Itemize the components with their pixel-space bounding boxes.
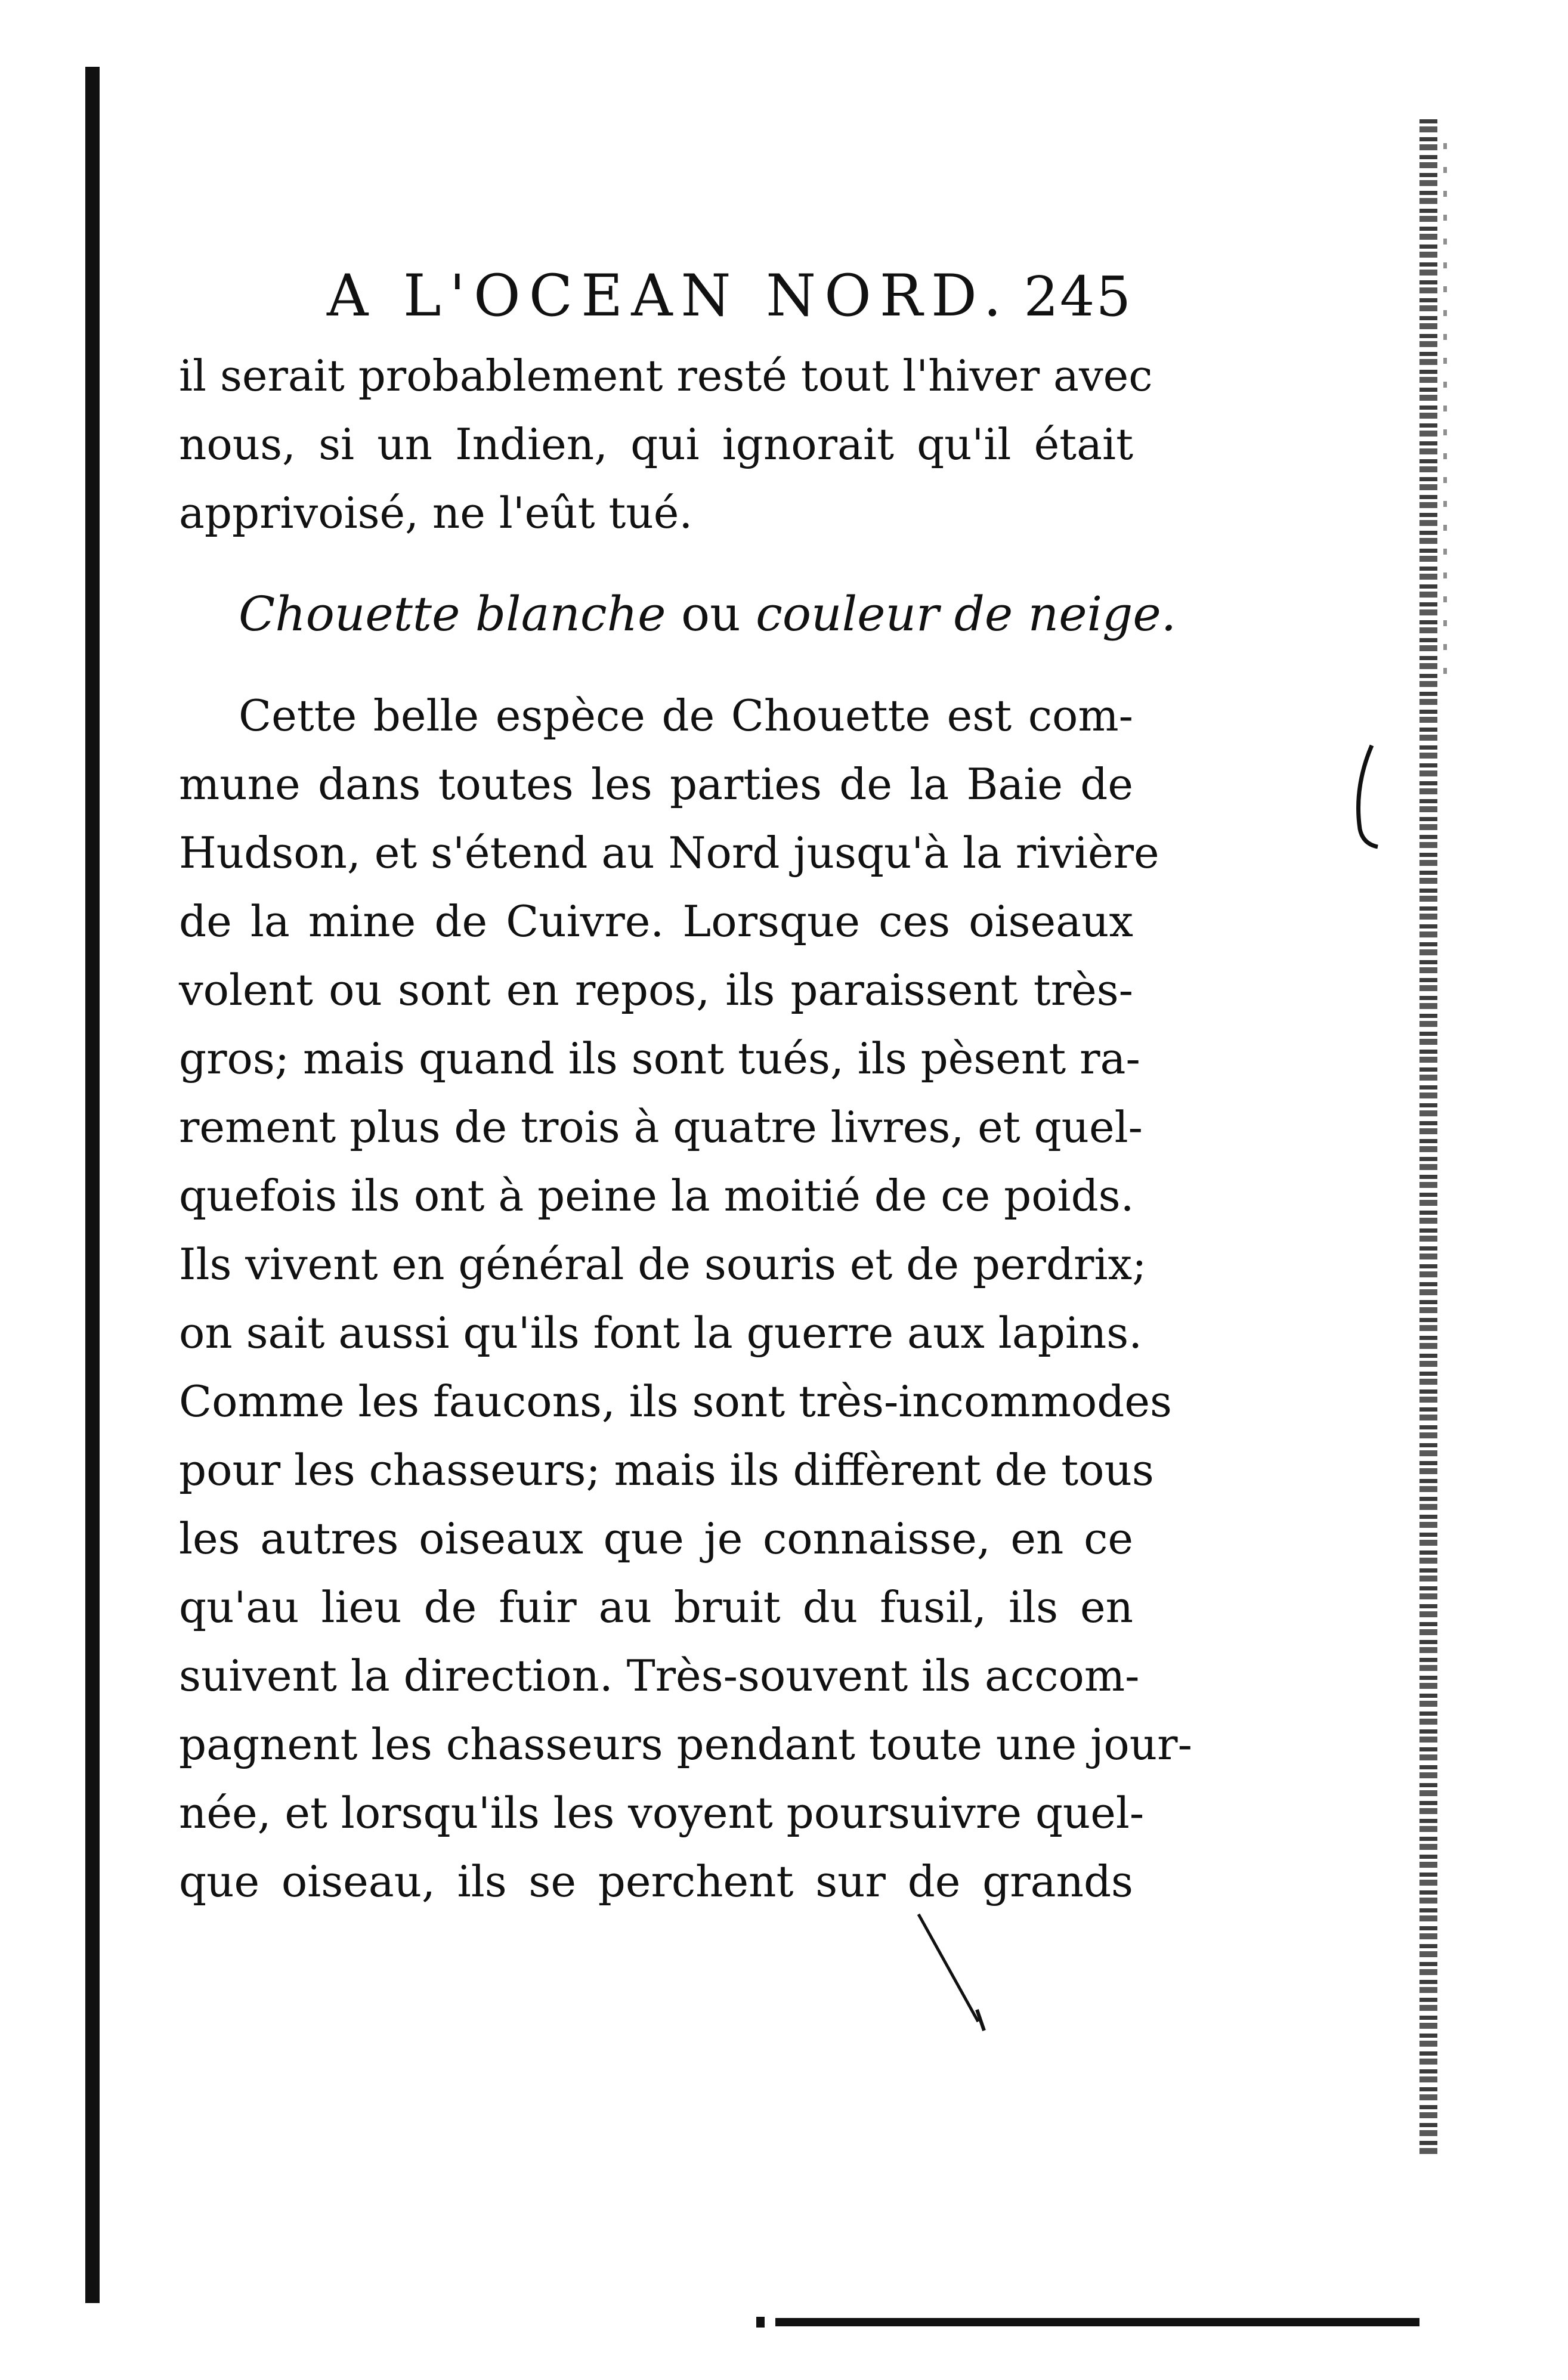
- paragraph-line: Comme les faucons, ils sont très-incommodes: [179, 1376, 1172, 1426]
- running-head: [327, 262, 1132, 340]
- paragraph-line: on sait aussi qu'ils font la guerre aux lapins.: [179, 1308, 1143, 1358]
- paragraph-line: de la mine de Cuivre. Lorsque ces oiseaux: [179, 896, 1133, 946]
- text-line: nous, si un Indien, qui ignorait qu'il était: [179, 419, 1133, 469]
- text-line: il serait probablement resté tout l'hiver avec: [179, 351, 1153, 401]
- paragraph-line: suivent la direction. Très-souvent ils accom-: [179, 1651, 1140, 1701]
- page-number: 245: [1023, 265, 1132, 329]
- paragraph-line: volent ou sont en repos, ils paraissent très-: [179, 965, 1133, 1015]
- margin-bracket-mark: [1348, 739, 1384, 859]
- paragraph-line: Cette belle espèce de Chouette est com-: [239, 691, 1133, 741]
- right-page-edge-speckle: [1443, 143, 1447, 680]
- paragraph-line: pour les chasseurs; mais ils diffèrent de tous: [179, 1445, 1154, 1495]
- paragraph-line: pagnent les chasseurs pendant toute une jour-: [179, 1719, 1192, 1769]
- paragraph-line: Ils vivent en général de souris et de perdrix;: [179, 1239, 1147, 1289]
- right-page-edge: [1419, 119, 1437, 2159]
- section-heading: [239, 581, 1177, 647]
- paragraph-line: mune dans toutes les parties de la Baie de: [179, 759, 1133, 809]
- running-head-title: A L'OCEAN NORD.: [327, 262, 1010, 329]
- section-heading-alt-name: couleur de neige.: [756, 586, 1177, 642]
- paragraph-line: quefois ils ont à peine la moitié de ce poids.: [179, 1171, 1134, 1221]
- paragraph-line: que oiseau, ils se perchent sur de grands: [179, 1856, 1133, 1907]
- paragraph-line: les autres oiseaux que je connaisse, en ce: [179, 1514, 1133, 1564]
- bottom-page-edge: [775, 2318, 1419, 2326]
- paragraph-line: née, et lorsqu'ils les voyent poursuivre quel-: [179, 1788, 1145, 1838]
- text-line: apprivoisé, ne l'eût tué.: [179, 488, 693, 538]
- paragraph-line: qu'au lieu de fuir au bruit du fusil, ils en: [179, 1582, 1133, 1632]
- left-binding-edge: [85, 67, 100, 2303]
- paragraph-line: gros; mais quand ils sont tués, ils pèsent ra-: [179, 1033, 1140, 1084]
- section-heading-conjunction: ou: [666, 586, 756, 642]
- bottom-edge-dot: [756, 2317, 765, 2328]
- paragraph-line: Hudson, et s'étend au Nord jusqu'à la rivière: [179, 828, 1159, 878]
- stray-ink-stroke: [907, 1908, 996, 2034]
- section-heading-species: Chouette blanche: [239, 586, 666, 642]
- paragraph-line: rement plus de trois à quatre livres, et quel-: [179, 1102, 1143, 1152]
